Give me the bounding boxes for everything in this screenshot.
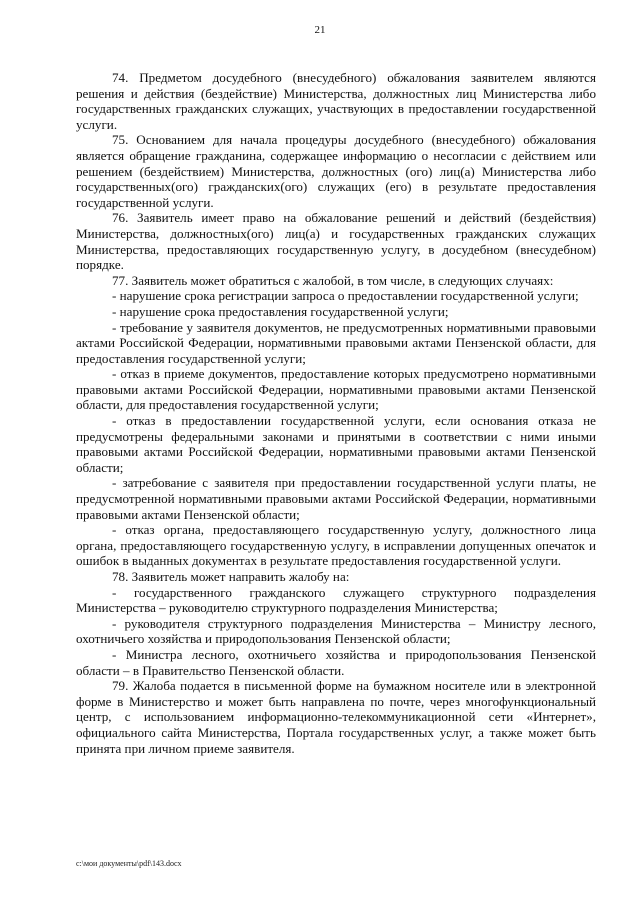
list-item: - нарушение срока предоставления государственной услуги; bbox=[112, 303, 449, 319]
list-item: - затребование с заявителя при предоставлении государственной услуги платы, не предусмотренной нормативными правовыми актами Российской Федерации, нормативными правовыми актами Пензенской области; bbox=[76, 475, 596, 522]
list-item: - требование у заявителя документов, не предусмотренных нормативными правовыми актами Российской Федерации, нормативными правовыми актами Пензенской области, для предоставления государственной услуги; bbox=[76, 319, 596, 366]
list-item: - отказ в приеме документов, предоставление которых предусмотрено нормативными правовыми актами Российской Федерации, нормативными правовыми актами Пензенской области, для предоставления государственной услуги; bbox=[76, 366, 596, 413]
page-number: 21 bbox=[314, 24, 326, 36]
list-item: - руководителя структурного подразделения Министерства – Министру лесного, охотничьего хозяйства и природопользования Пензенской области; bbox=[76, 615, 596, 647]
paragraph-78: 78. Заявитель может направить жалобу на: bbox=[112, 569, 350, 584]
list-item: - отказ в предоставлении государственной услуги, если основания отказа не предусмотрены федеральными законами и принятыми в соответствии с ними иными правовыми актами Российской Федерации, нормативными правовыми актами Пензенской области; bbox=[76, 413, 596, 475]
paragraph-76: 76. Заявитель имеет право на обжалование решений и действий (бездействия) Министерства, должностных(ого) лиц(а) и государственных гражданских служащих Министерства, предоставляющих государственную услугу, в досудебном (внесудебном) порядке. bbox=[76, 210, 596, 273]
list-item: - нарушение срока регистрации запроса о предоставлении государственной услуги; bbox=[112, 288, 579, 304]
paragraph-79: 79. Жалоба подается в письменной форме на бумажном носителе или в электронной форме в Министерство и может быть направлена по почте, через многофункциональный центр, с использованием информационно-телекоммуникационной сети «Интернет», официального сайта Министерства, Портала государственных услуг, а также может быть принята при личном приеме заявителя. bbox=[76, 678, 596, 756]
list-item: - Министра лесного, охотничьего хозяйства и природопользования Пензенской области – в Правительство Пензенской области. bbox=[76, 646, 596, 678]
paragraph-74: 74. Предметом досудебного (внесудебного) обжалования заявителем являются решения и действия (бездействие) Министерства, должностных лиц Министерства либо государственных гражданских служащих, участвующих в предоставлении государственной услуги. bbox=[76, 70, 596, 132]
document-body bbox=[76, 70, 596, 756]
file-path-footer: c:\мои документы\pdf\143.docx bbox=[76, 859, 182, 868]
paragraph-77: 77. Заявитель может обратиться с жалобой, в том числе, в следующих случаях: bbox=[112, 272, 554, 288]
paragraph-75: 75. Основанием для начала процедуры досудебного (внесудебного) обжалования является обращение гражданина, содержащее информацию о несогласии с действием или решением (бездействием) Министерства, должностных (ого) лиц(а) Министерства либо государственных(ого) гражданских(ого) служащих (его) в результате предоставления государственной услуги. bbox=[76, 132, 596, 210]
list-item: - государственного гражданского служащего структурного подразделения Министерства – руководителю структурного подразделения Министерства; bbox=[76, 584, 596, 616]
list-item: - отказ органа, предоставляющего государственную услугу, должностного лица органа, предоставляющего государственную услугу, в исправлении допущенных опечаток и ошибок в выданных документах в результате предоставления государственной услуги. bbox=[76, 522, 596, 569]
